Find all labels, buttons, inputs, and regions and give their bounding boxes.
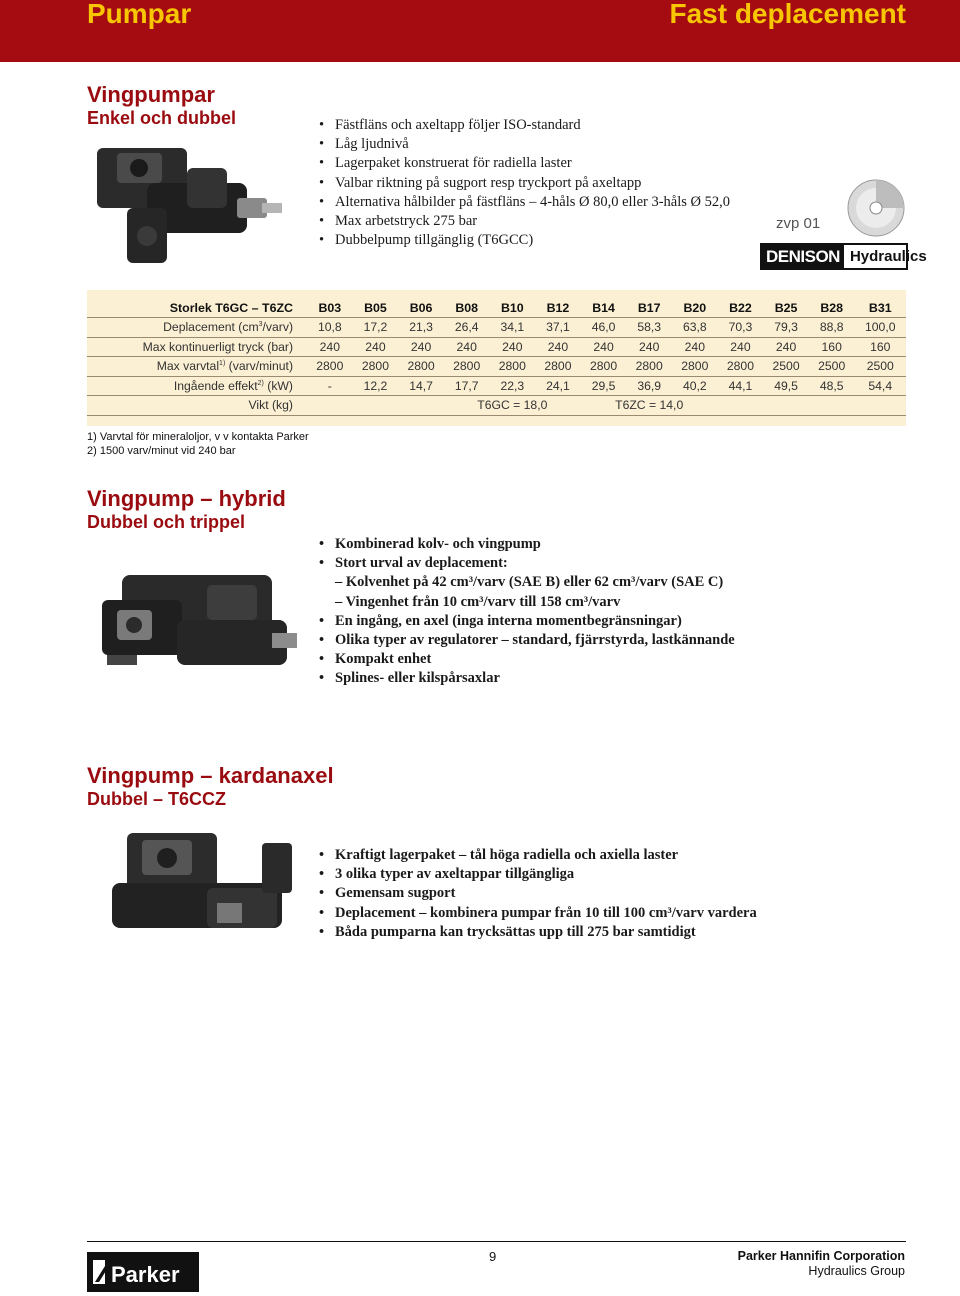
svg-text:Parker: Parker [111,1262,180,1287]
table-cell: 2800 [626,357,672,377]
table-cell: 49,5 [763,376,809,396]
section-subtitle: Enkel och dubbel [87,108,237,128]
bullet-item: • Gemensam sugport [319,884,757,903]
table-cell: 12,2 [353,376,399,396]
table-cell: 21,3 [398,318,444,338]
table-cell: 63,8 [672,318,718,338]
table-cell: 240 [398,337,444,357]
table-column-header: B10 [500,300,524,315]
row-label-sup: 3 [258,321,263,329]
table-cell: 37,1 [535,318,581,338]
table-cell: 160 [855,337,907,357]
table-cell: 36,9 [626,376,672,396]
table-cell: 240 [626,337,672,357]
section-subtitle: Dubbel och trippel [87,512,246,532]
section-kardanaxel-bullets [319,846,757,942]
bullet-sub-item: – Kolvenhet på 42 cm³/varv (SAE B) eller 62 cm³/varv (SAE C) [335,574,724,591]
table-cell: 2800 [535,357,581,377]
bullet-item: • Olika typer av regulatorer – standard, fjärrstyrda, lastkännande [319,631,735,650]
table-cell: 54,4 [855,376,907,396]
bullet-item: • Alternativa hålbilder på fästfläns – 4-håls Ø 80,0 eller 3-håls Ø 52,0 [319,193,730,212]
row-label-text: Max kontinuerligt tryck (bar) [142,339,293,354]
table-cell: 2500 [763,357,809,377]
table-column-header: B20 [683,300,707,315]
table-column-header: B31 [868,300,892,315]
table-column-header: B25 [774,300,798,315]
bullet-item: • Kompakt enhet [319,650,735,669]
table-cell: 2500 [809,357,855,377]
row-label: Vikt (kg) [87,396,307,416]
footnotes [87,430,309,458]
table-cell: 240 [353,337,399,357]
bullet-sub-item: – Vingenhet från 10 cm³/varv till 158 cm³/varv [335,593,621,610]
corporation-info [738,1249,905,1279]
bullet-item: • Låg ljudnivå [319,135,730,154]
section-hybrid-bullets [319,535,735,689]
table-column-header: B22 [729,300,752,315]
table-cell: 44,1 [718,376,764,396]
table-cell: 2800 [581,357,627,377]
table-cell: 26,4 [444,318,490,338]
section-vingpumpar-title [87,83,236,129]
table-cell: 2800 [353,357,399,377]
table-column-header: B17 [637,300,661,315]
table-cell: 2800 [490,357,536,377]
footer-rule [87,1241,906,1242]
table-column-header: B05 [364,300,387,315]
row-label-text: Deplacement (cm [163,320,259,335]
hydraulics-logo-text: Hydraulics [849,248,927,265]
bullet-item: • Stort urval av deplacement: [319,554,735,573]
bullet-item: • En ingång, en axel (inga interna momentbegränsningar) [319,612,735,631]
table-cell: 22,3 [490,376,536,396]
table-header-label: Storlek T6GC – T6ZC [169,300,293,315]
row-label-sup: 2) [257,379,264,387]
row-label-text: Max varvtal [156,359,220,374]
table-cell: 240 [535,337,581,357]
denison-logo [760,243,927,270]
table-row [87,337,906,357]
header-bar [0,0,960,62]
row-label [87,318,307,338]
bullet-item: • Lagerpaket konstruerat för radiella laster [319,154,730,173]
bullet-item: • Fästfläns och axeltapp följer ISO-standard [319,116,730,135]
table-header-row [87,298,906,318]
table-cell: 2800 [718,357,764,377]
table-row-weight [87,396,906,416]
footnote-2: 2) 1500 varv/minut vid 240 bar [87,445,236,457]
table-column-header: B12 [546,300,570,315]
bullet-item: • Kombinerad kolv- och vingpump [319,535,735,554]
table-cell-empty [307,396,444,416]
table-cell: - [307,376,353,396]
bullet-item: • Max arbetstryck 275 bar [319,212,730,231]
table-cell: 79,3 [763,318,809,338]
bullet-item: • Valbar riktning på sugport resp tryckport på axeltapp [319,174,730,193]
company-name: Parker Hannifin Corporation [737,1249,905,1263]
table-column-header: B06 [409,300,433,315]
table-cell: 2800 [444,357,490,377]
vane-pump-photo [87,128,297,278]
table-cell: 70,3 [718,318,764,338]
section-title: Vingpump – kardanaxel [87,763,334,788]
table-cell: 10,8 [307,318,353,338]
table-cell: 2500 [855,357,907,377]
parker-logo [87,1252,199,1292]
page-number: 9 [489,1249,497,1264]
table-cell: 240 [763,337,809,357]
bullet-item: • Dubbelpump tillgänglig (T6GCC) [319,231,730,250]
table-cell: 240 [307,337,353,357]
table-cell: 14,7 [398,376,444,396]
row-label-sup: 1) [219,360,226,368]
zvp-label: zvp 01 [776,215,821,232]
cd-disc-icon [846,178,906,238]
table-column-header: B03 [318,300,342,315]
table-cell: 240 [718,337,764,357]
section-title: Vingpumpar [87,82,215,107]
table-cell: 24,1 [535,376,581,396]
table-cell: 46,0 [581,318,627,338]
section-kardanaxel-title [87,764,334,810]
table-cell: 240 [444,337,490,357]
table-cell: 240 [581,337,627,357]
table-row [87,318,906,338]
table-cell: 160 [809,337,855,357]
bullet-item: • Båda pumparna kan trycksättas upp till 275 bar samtidigt [319,923,757,942]
table-cell: 2800 [398,357,444,377]
row-label [87,357,307,377]
table-column-header: B14 [592,300,615,315]
row-label [87,337,307,357]
company-group: Hydraulics Group [808,1264,905,1278]
row-label-after: (kW) [263,378,293,393]
cardan-pump-photo [87,818,307,958]
row-label-text: Ingående effekt [173,378,258,393]
denison-logo-text: DENISON [762,245,844,268]
bullet-item: • Splines- eller kilspårsaxlar [319,669,735,688]
bullet-item: • Deplacement – kombinera pumpar från 10 till 100 cm³/varv vardera [319,904,757,923]
row-label [87,376,307,396]
table-cell: 2800 [307,357,353,377]
table-cell: 88,8 [809,318,855,338]
section-hybrid-title [87,487,286,533]
bullet-item: • 3 olika typer av axeltappar tillgängliga [319,865,757,884]
table-cell: 17,7 [444,376,490,396]
section-title: Vingpump – hybrid [87,486,286,511]
header-right-title: Fast deplacement [669,0,906,29]
header-left-title: Pumpar [87,0,192,29]
table-cell: 34,1 [490,318,536,338]
table-cell: 40,2 [672,376,718,396]
row-label-after: /varv) [262,320,293,335]
table-cell: 240 [490,337,536,357]
footnote-1: 1) Varvtal för mineraloljor, v v kontakta Parker [87,431,309,443]
section-vingpumpar-bullets [319,116,730,250]
table-column-header: B08 [455,300,479,315]
table-cell: 100,0 [855,318,907,338]
table-cell: 240 [672,337,718,357]
table-cell: 48,5 [809,376,855,396]
table-row [87,357,906,377]
table-cell: 17,2 [353,318,399,338]
table-row [87,376,906,396]
bullet-item: • Kraftigt lagerpaket – tål höga radiella och axiella laster [319,846,757,865]
table-cell: 29,5 [581,376,627,396]
row-label-after: (varv/minut) [225,359,293,374]
hybrid-pump-photo [87,555,307,695]
section-subtitle: Dubbel – T6CCZ [87,789,227,809]
weight-t6gc: T6GC = 18,0 [444,396,581,416]
weight-t6zc: T6ZC = 14,0 [581,396,718,416]
spec-table [87,298,906,416]
table-cell: 2800 [672,357,718,377]
table-cell: 58,3 [626,318,672,338]
table-cell-empty [718,396,906,416]
table-column-header: B28 [820,300,844,315]
